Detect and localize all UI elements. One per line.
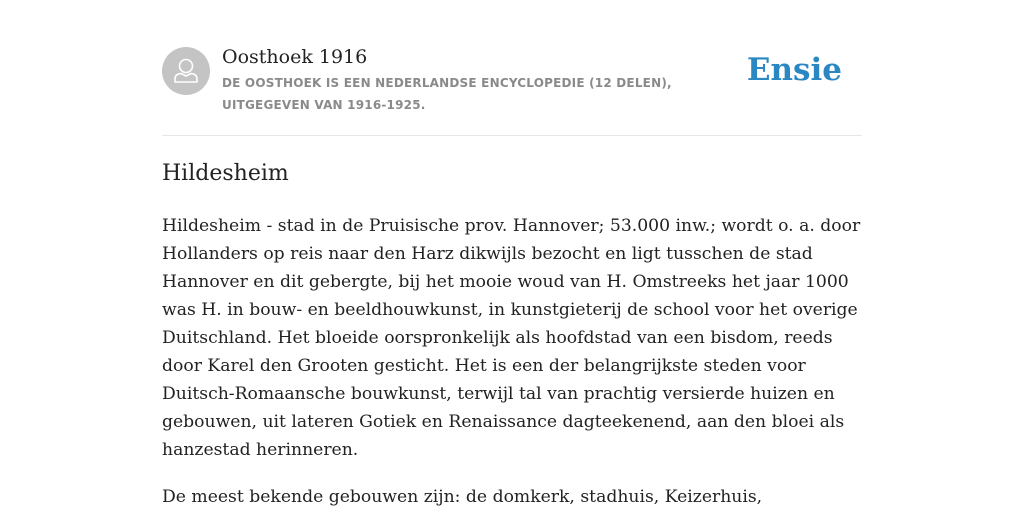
- source-header: [162, 44, 862, 136]
- user-icon: [162, 47, 210, 95]
- article-body: [162, 212, 867, 512]
- source-name[interactable]: Oosthoek 1916: [222, 46, 368, 68]
- ensie-logo[interactable]: Ensie: [746, 52, 842, 88]
- avatar[interactable]: [162, 47, 210, 95]
- article-paragraph: Hildesheim - stad in de Pruisische prov. Hannover; 53.000 inw.; wordt o. a. door Hollanders op reis naar den Harz dikwijls bezocht en ligt tusschen de stad Hannover en dit gebergte, bij het mooie woud van H. Omstreeks het jaar 1000 was H. in bouw- en beeldhouwkunst, in kunstgieterij de school voor het overige Duitschland. Het bloeide oorspronkelijk als hoofdstad van een bisdom, reeds door Karel den Grooten gesticht. Het is een der belangrijkste steden voor Duitsch-Romaansche bouwkunst, terwijl tal van prachtig versierde huizen en gebouwen, uit lateren Gotiek en Renaissance dagteekenend, aan den bloei als hanzestad herinneren.: [162, 216, 861, 460]
- source-description: DE OOSTHOEK IS EEN NEDERLANDSE ENCYCLOPEDIE (12 DELEN), UITGEGEVEN VAN 1916-1925.: [222, 76, 672, 112]
- header-divider: [162, 135, 862, 136]
- article-paragraph: De meest bekende gebouwen zijn: de domkerk, stadhuis, Keizerhuis,: [162, 487, 763, 507]
- article-title: Hildesheim: [162, 161, 289, 186]
